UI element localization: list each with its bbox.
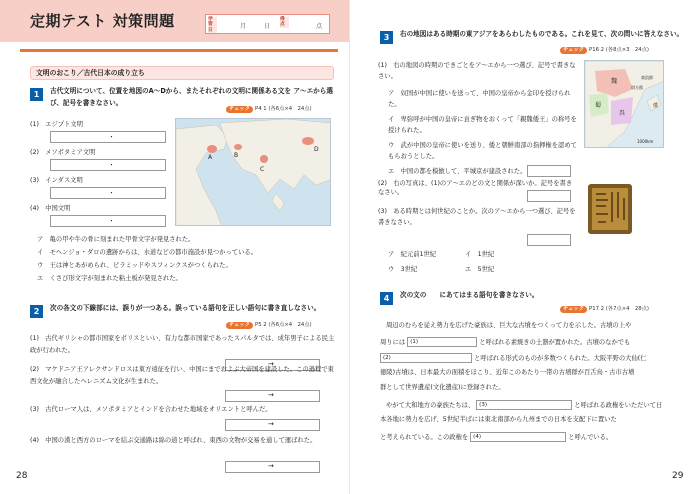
page-title: 定期テスト 対策問題 — [30, 12, 175, 30]
q2-item-3: (3) 古代ローマ人は、メソポタミアとインドを合わせた地域をオリエントと呼んだ。 — [30, 406, 272, 413]
gold-seal-photo — [584, 178, 636, 240]
q4-line-1: 周辺のむらを従え勢力を広げた豪族は、巨大な古墳をつくって力を示した。古墳の上や — [386, 322, 632, 329]
q2-arrow-2: → — [268, 391, 274, 399]
q4-line-7: 本各地に勢力を広げ、5世紀半ばには東北南部から九州までの日本を支配下に置いた — [380, 416, 617, 423]
blank-3-label: (3) — [479, 402, 487, 408]
map-label-wa: 倭 — [653, 103, 659, 109]
q4-line-6 — [386, 400, 662, 411]
q1-answer-3[interactable]: ・ — [50, 187, 166, 199]
check-ref-1 — [226, 106, 312, 113]
score-box — [205, 14, 330, 34]
q1-item-4: (4) 中国文明 — [30, 205, 71, 212]
q4-blank-3[interactable] — [476, 400, 572, 410]
score-label: 得点 — [280, 17, 289, 28]
east-asia-map — [584, 60, 664, 148]
q4-line-6-text: やがて大和地方の豪族たちは、 — [386, 402, 475, 409]
check-page: P16 2 — [589, 47, 605, 53]
question-1-text: 古代文明について、位置を地図のA～Dから、またそれぞれの文明に関係ある文を ア～エから選び、記号を書きなさい。 — [50, 87, 333, 107]
header-rule — [20, 49, 338, 52]
q3-choice-c: ウ 武が中国の皇帝に使いを送り、倭と朝鮮南部の指揮権を認めてもらおうとした。 — [388, 142, 577, 161]
check-ref-4 — [560, 306, 649, 313]
page-number-left: 28 — [16, 471, 28, 481]
q4-line-4: 徳陵)古墳は、日本最大の面積をほこり、近年このあたり一帯の古墳群が百舌鳥・古市古墳 — [380, 369, 635, 376]
q3-sub-3: (3) ある時期とは何世紀のことか。次のア～エから一つ選び、記号を書きなさい。 — [378, 208, 576, 227]
world-map — [175, 118, 331, 226]
q1-item-1: (1) エジプト文明 — [30, 121, 83, 128]
q2-item-1: (1) 古代ギリシャの都市国家をポリスといい、有力な都市国家であったスパルタでは、成年男子による民主政が行われた。 — [30, 335, 335, 354]
q3-era-b: イ 1世紀 — [465, 251, 495, 258]
check-badge: チェック — [226, 322, 253, 329]
check-ref-2 — [226, 322, 312, 329]
blank-2-label: (2) — [383, 355, 391, 361]
gold-seal-svg — [584, 178, 636, 240]
q1-item-2: (2) メソポタミア文明 — [30, 149, 96, 156]
map-label-d: D — [314, 146, 319, 153]
check-ref-3 — [560, 47, 649, 54]
q3-choice-b: イ 卑弥呼が中国の皇帝に貢ぎ物をおくって「親魏倭王」の称号を授けられた。 — [388, 116, 577, 135]
check-badge: チェック — [226, 106, 253, 113]
q4-line-8-text: と考えられている。この政権を — [380, 434, 469, 441]
q2-arrow-1: → — [268, 360, 274, 368]
q4-blank-2[interactable] — [380, 353, 472, 363]
q2-arrow-4: → — [268, 462, 274, 470]
q3-answer-3[interactable] — [527, 234, 571, 246]
map-label-shu: 蜀 — [595, 102, 602, 109]
question-number-2: 2 — [30, 305, 43, 318]
check-page: P4 1 — [255, 106, 267, 112]
q1-answer-2[interactable]: ・ — [50, 159, 166, 171]
q1-answer-4[interactable]: ・ — [50, 215, 166, 227]
blank-1-label: (1) — [410, 339, 418, 345]
map-label-a: A — [208, 154, 213, 161]
blank-4-label: (4) — [473, 434, 481, 440]
q1-choice-d: エ くさび形文字が刻まれた粘土板が発見された。 — [37, 275, 182, 282]
page-number-right: 29 — [672, 471, 684, 481]
q2-arrow-3: → — [268, 420, 274, 428]
points-unit: 点 — [316, 23, 323, 30]
check-page: P17 2 — [589, 306, 605, 312]
q1-choice-c: ウ 王は神とあがめられ、ピラミッドやスフィンクスがつくられた。 — [37, 262, 232, 269]
q4-line-2 — [380, 337, 630, 348]
question-4-text: 次の文の にあてはまる語句を書きなさい。 — [400, 291, 539, 299]
map-scale: 1000km — [637, 139, 654, 144]
q4-blank-1[interactable] — [407, 337, 477, 347]
q3-sub-1: (1) 右の地図の時期のできごとをア～エから一つ選び、記号で書きなさい。 — [378, 62, 576, 81]
q1-choice-b: イ モヘンジョ・ダロの遺跡からは、水道などの都市施設が見つかっている。 — [37, 249, 257, 256]
q2-item-2: (2) マケドニア王アレクサンドロスは東方遠征を行い、中国にまでおよぶ大帝国を建設した。この過程で東西文化が融合したヘレニズム文化が生まれた。 — [30, 366, 334, 385]
q2-item-4: (4) 中国の漢と西方のローマを結ぶ交通路は綿の道と呼ばれ、東西の文物が交易を通して運ばれた。 — [30, 437, 317, 444]
q3-sub-2: (2) 右の写真は、(1)のア～エのどの文と関係が深いか。記号を書きなさい。 — [378, 180, 573, 196]
map-label-daifang: 帯方郡 — [631, 85, 643, 90]
question-3-text: 右の地図はある時期の東アジアをあらわしたものである。これを見て、次の問いに答えなさい。 — [400, 30, 684, 38]
check-points: (各6点×4 24点) — [268, 106, 312, 112]
month-label: 月 — [240, 23, 247, 30]
q1-item-3: (3) インダス文明 — [30, 177, 83, 184]
q4-line-5: 群として世界遺産(文化遺産)に登録された。 — [380, 384, 505, 391]
q4-line-8-tail: と呼んでいる。 — [568, 434, 613, 441]
q3-choice-a: ア 奴国が中国に使いを送って、中国の皇帝から金印を授けられた。 — [388, 90, 571, 109]
q4-line-2-tail: と呼ばれる素焼きの土器が置かれた。古墳のなかでも — [479, 339, 631, 346]
check-badge: チェック — [560, 47, 587, 54]
check-points: (各8点×3 24点) — [605, 47, 649, 53]
q1-choice-a: ア 亀の甲や牛の骨に刻まれた甲骨文字が発見された。 — [37, 236, 195, 243]
study-date-label: 学習日 — [208, 17, 217, 33]
check-points: (各6点×4 24点) — [268, 322, 312, 328]
q4-line-8 — [380, 432, 612, 443]
map-label-c: C — [260, 166, 265, 173]
question-number-1: 1 — [30, 88, 43, 101]
q4-blank-4[interactable] — [470, 432, 566, 442]
q4-line-6-tail: と呼ばれる政権をいただいて日 — [574, 402, 663, 409]
question-2-text: 次の各文の下線部には、誤りが一つある。誤っている語句を正しい語句に書き直しなさい。 — [50, 304, 321, 312]
q4-line-2-text: 周りには — [380, 339, 406, 346]
question-number-4: 4 — [380, 292, 393, 305]
map-label-lelang: 楽浪郡 — [641, 75, 653, 80]
q1-answer-1[interactable]: ・ — [50, 131, 166, 143]
check-points: (各7点×4 28点) — [605, 306, 649, 312]
q3-answer-1[interactable] — [527, 165, 571, 177]
question-number-3: 3 — [380, 31, 393, 44]
section-title: 文明のおこり／古代日本の成り立ち — [30, 66, 334, 80]
check-badge: チェック — [560, 306, 587, 313]
day-label: 日 — [264, 23, 271, 30]
q4-line-3-text: と呼ばれる形式のものが多数つくられた。大阪平野の大仙(仁 — [474, 355, 647, 362]
q3-era-a: ア 紀元前1世紀 — [388, 251, 437, 258]
map-label-wei: 魏 — [611, 78, 618, 85]
map-label-wu: 呉 — [619, 110, 626, 117]
q3-era-c: ウ 3世紀 — [388, 266, 418, 273]
q4-line-3 — [380, 353, 647, 364]
q3-era-d: エ 5世紀 — [465, 266, 495, 273]
check-page: P5 2 — [255, 322, 267, 328]
world-map-svg — [176, 119, 331, 226]
q3-choice-d: エ 中国の都を模倣して、平城京が建設された。 — [388, 168, 527, 175]
east-asia-map-svg — [585, 61, 664, 148]
map-label-b: B — [234, 152, 239, 159]
q3-answer-2[interactable] — [527, 190, 571, 202]
